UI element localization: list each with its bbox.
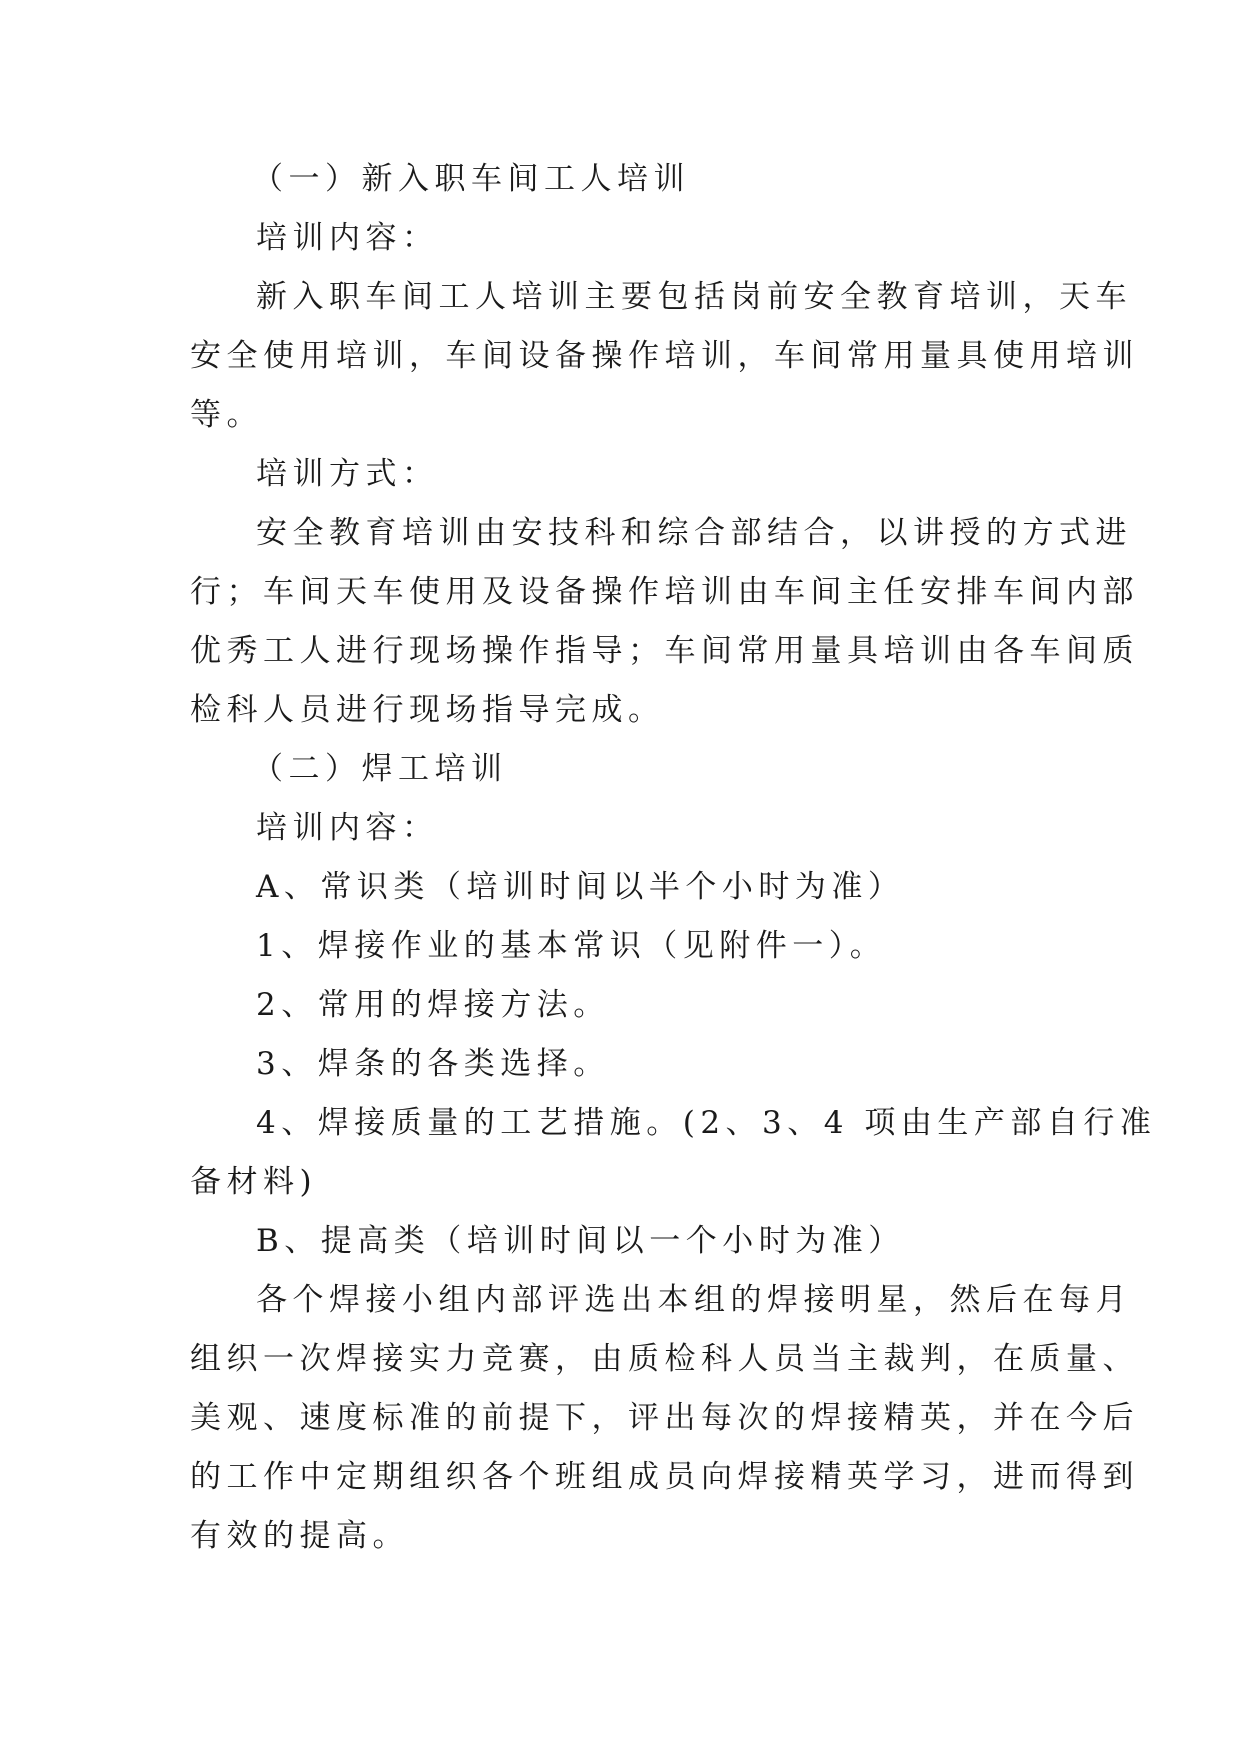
paragraph-line: 优秀工人进行现场操作指导；车间常用量具培训由各车间质	[190, 633, 1139, 669]
section-heading-2: （二）焊工培训	[252, 751, 508, 787]
paragraph-line: 各个焊接小组内部评选出本组的焊接明星，然后在每月	[256, 1282, 1132, 1318]
paragraph-line: 美观、速度标准的前提下，评出每次的焊接精英，并在今后	[190, 1400, 1139, 1436]
list-item: 1、焊接作业的基本常识（见附件一）。	[256, 928, 887, 964]
list-category-a: A、常识类（培训时间以半个小时为准）	[256, 869, 905, 905]
subheading-training-content: 培训内容：	[256, 810, 439, 846]
paragraph-line: 检科人员进行现场指导完成。	[190, 692, 665, 728]
paragraph-line: 新入职车间工人培训主要包括岗前安全教育培训，天车	[256, 279, 1132, 315]
list-item: 2、常用的焊接方法。	[256, 987, 610, 1023]
document-page	[190, 150, 1157, 1566]
paragraph-line: 安全使用培训，车间设备操作培训，车间常用量具使用培训	[190, 338, 1139, 374]
list-item: 4、焊接质量的工艺措施。(2、3、4 项由生产部自行准	[256, 1105, 1157, 1141]
list-item-continuation: 备材料)	[190, 1164, 318, 1200]
paragraph-line: 安全教育培训由安技科和综合部结合，以讲授的方式进	[256, 515, 1132, 551]
paragraph-line: 有效的提高。	[190, 1518, 409, 1554]
subheading-training-method: 培训方式：	[256, 456, 439, 492]
paragraph-line: 的工作中定期组织各个班组成员向焊接精英学习，进而得到	[190, 1459, 1139, 1495]
paragraph-line: 等。	[190, 397, 263, 433]
paragraph-line: 行；车间天车使用及设备操作培训由车间主任安排车间内部	[190, 574, 1139, 610]
paragraph-line: 组织一次焊接实力竞赛，由质检科人员当主裁判，在质量、	[190, 1341, 1139, 1377]
list-item: 3、焊条的各类选择。	[256, 1046, 610, 1082]
subheading-training-content: 培训内容：	[256, 220, 439, 256]
section-heading-1: （一）新入职车间工人培训	[252, 161, 690, 197]
list-category-b: B、提高类（培训时间以一个小时为准）	[256, 1223, 905, 1259]
